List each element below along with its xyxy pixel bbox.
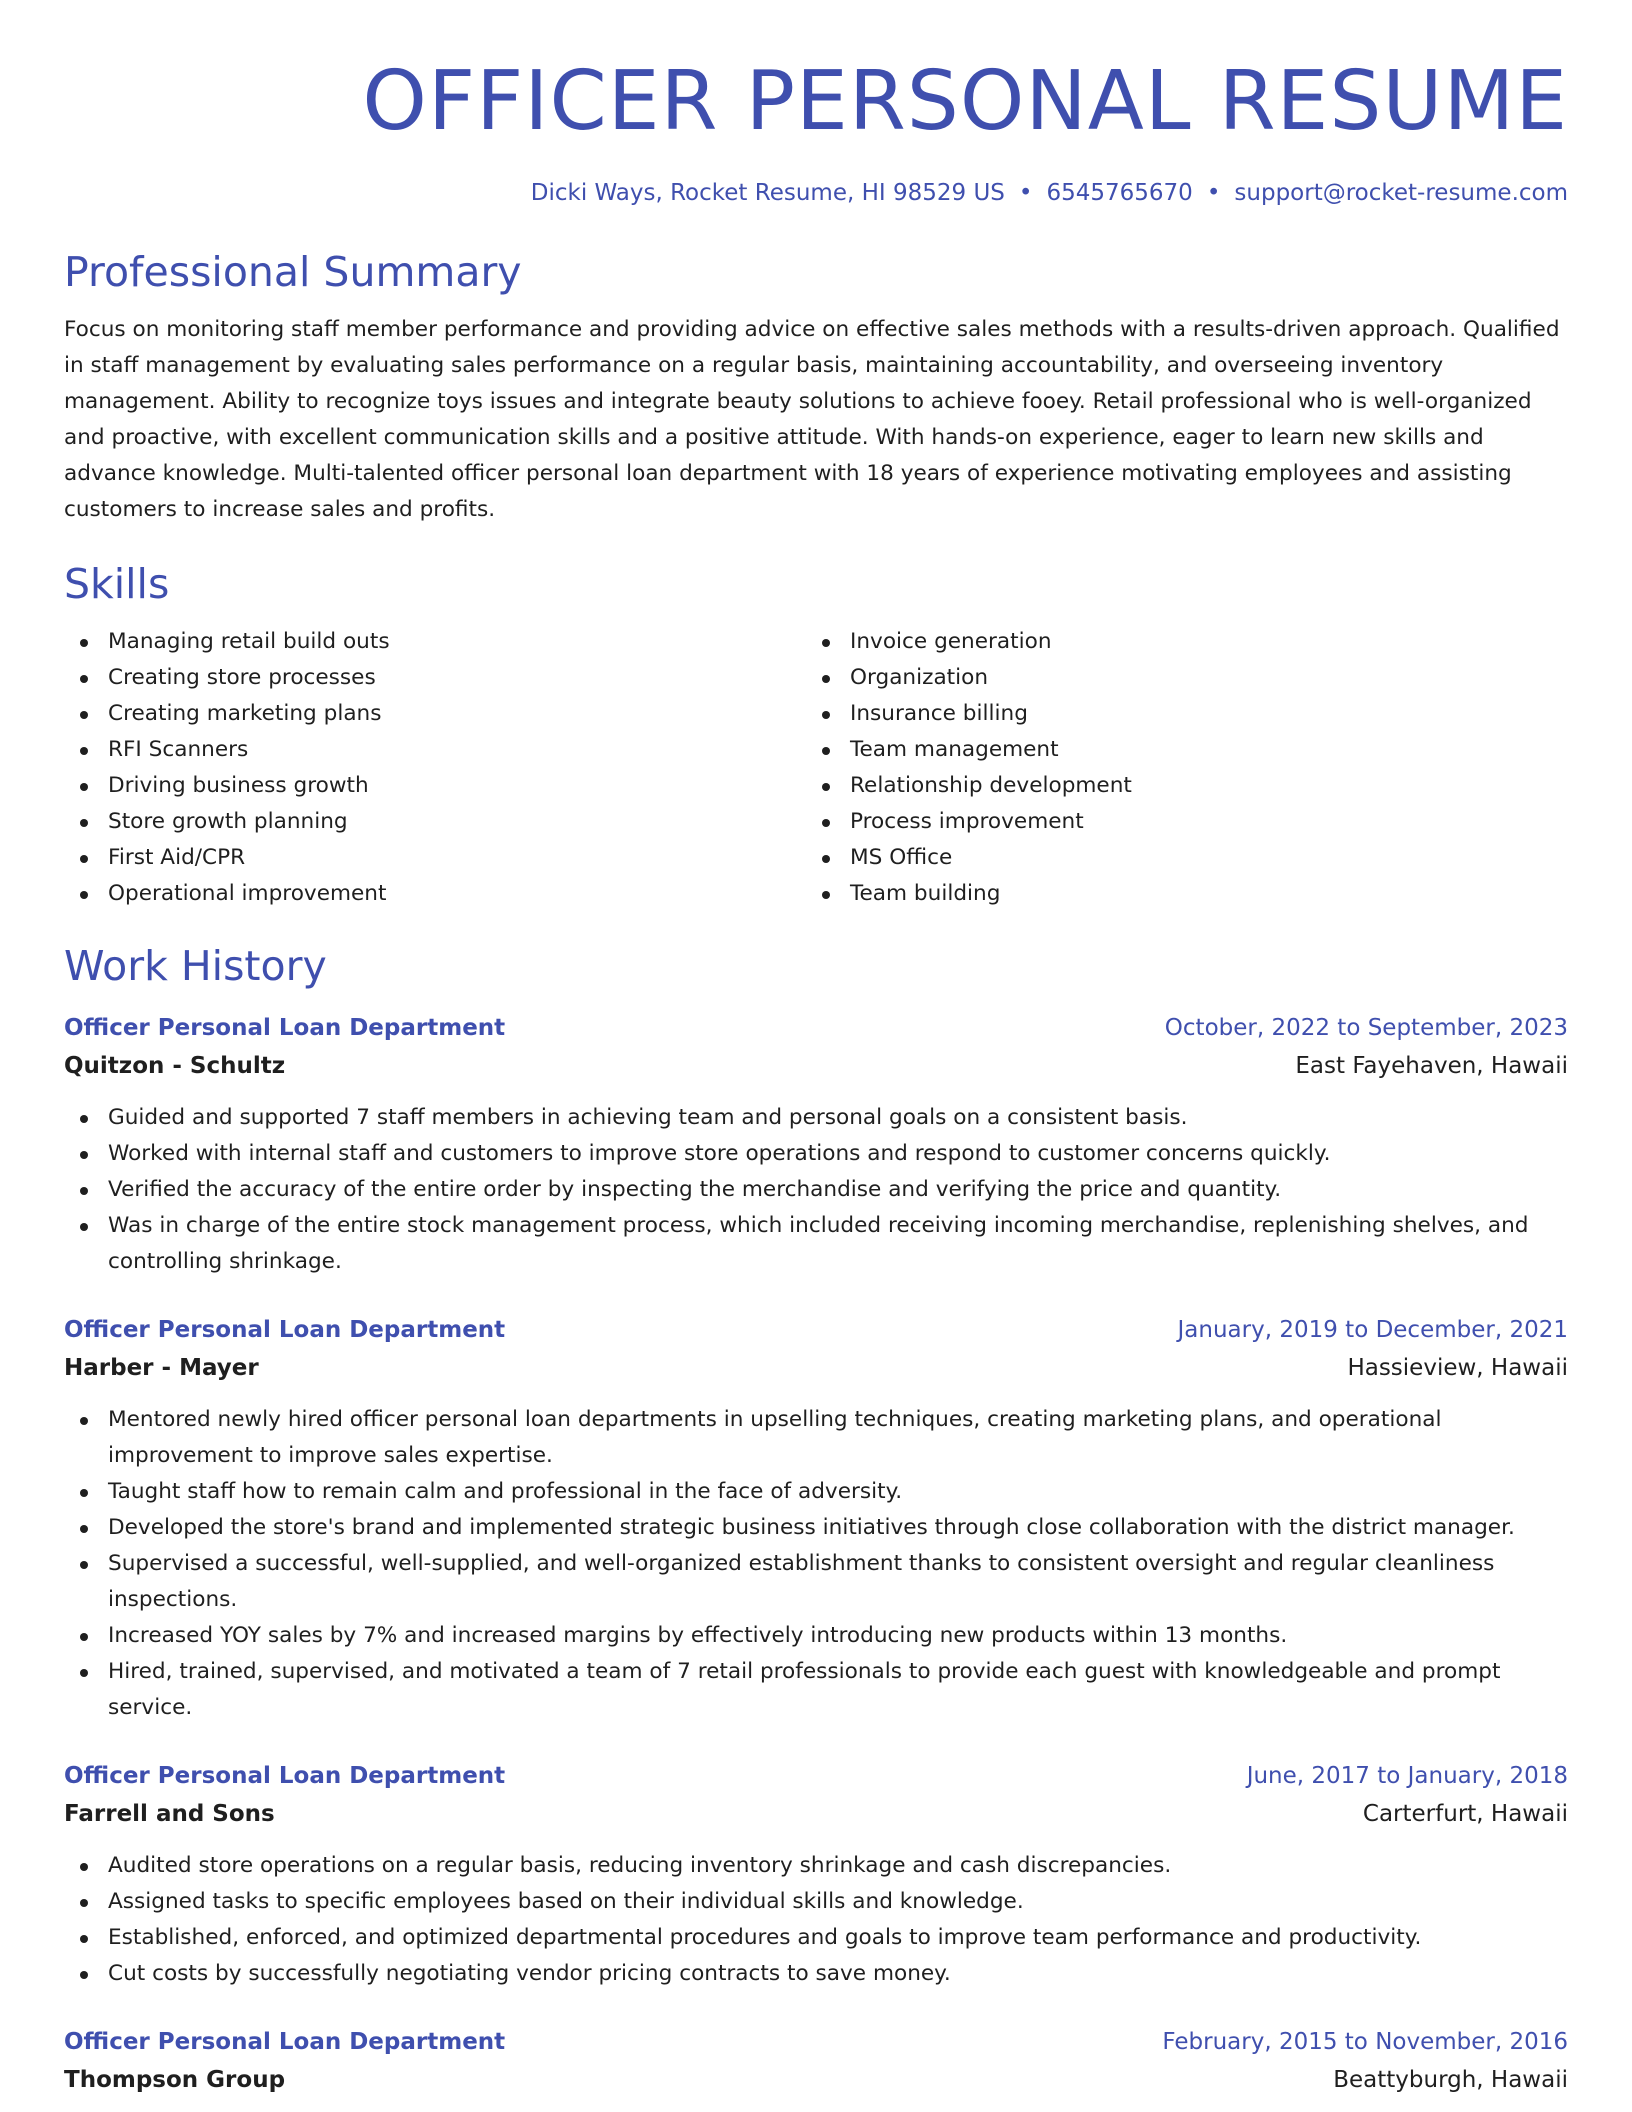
job-duties-list (64, 1402, 1568, 1726)
skill-item: First Aid/CPR (64, 840, 806, 876)
job-header-row (64, 1312, 1568, 1348)
resume-title: OFFICER PERSONAL RESUME (362, 54, 1568, 149)
job-company-row (64, 1046, 1568, 1086)
job-duty-item: Audited store operations on a regular basis, reducing inventory shrinkage and cash discrepancies. (64, 1848, 1568, 1884)
job-duty-item: Established, enforced, and optimized departmental procedures and goals to improve team performance and productivity. (64, 1920, 1568, 1956)
job-duties-list (64, 1848, 1568, 1992)
job-duty-item: Increased YOY sales by 7% and increased margins by effectively introducing new products within 13 months. (64, 1618, 1568, 1654)
skill-item: Insurance billing (806, 696, 1548, 732)
contact-email[interactable]: support@rocket-resume.com (1234, 180, 1568, 206)
job-duty-item: Assigned tasks to specific employees based on their individual skills and knowledge. (64, 1884, 1568, 1920)
job-dates: January, 2019 to December, 2021 (1177, 1317, 1568, 1343)
resume-page (64, 0, 1568, 2100)
job-duty-item: Verified the accuracy of the entire order by inspecting the merchandise and verifying the price and quantity. (64, 1172, 1568, 1208)
contact-phone: 6545765670 (1046, 180, 1193, 206)
skill-item: Organization (806, 660, 1548, 696)
skill-item: Store growth planning (64, 804, 806, 840)
job-entry (64, 1312, 1568, 1726)
job-duty-item: Developed the store's brand and implemented strategic business initiatives through close collaboration with the district manager. (64, 1510, 1568, 1546)
contact-line (64, 178, 1568, 208)
job-duty-item: Mentored newly hired officer personal loan departments in upselling techniques, creating marketing plans, and operational improvement to improve sales expertise. (64, 1402, 1568, 1474)
job-company: Quitzon - Schultz (64, 1053, 286, 1079)
skill-item: Team building (806, 876, 1548, 912)
job-company: Farrell and Sons (64, 1801, 275, 1827)
job-company: Thompson Group (64, 2067, 286, 2093)
work-history-heading: Work History (64, 942, 327, 990)
summary-heading: Professional Summary (64, 248, 522, 296)
skill-item: MS Office (806, 840, 1548, 876)
job-location: Beattyburgh, Hawaii (1333, 2067, 1568, 2093)
job-duties-list (64, 1100, 1568, 1280)
job-entry (64, 2024, 1568, 2100)
job-position: Officer Personal Loan Department (64, 1763, 506, 1789)
job-dates: October, 2022 to September, 2023 (1164, 1015, 1568, 1041)
job-company-row (64, 2060, 1568, 2100)
job-duty-item: Worked with internal staff and customers to improve store operations and respond to customer concerns quickly. (64, 1136, 1568, 1172)
skills-heading: Skills (64, 560, 170, 608)
job-location: East Fayehaven, Hawaii (1295, 1053, 1568, 1079)
skills-list-right (806, 624, 1548, 912)
job-header-row (64, 2024, 1568, 2060)
job-position: Officer Personal Loan Department (64, 1317, 506, 1343)
job-duty-item: Hired, trained, supervised, and motivated a team of 7 retail professionals to provide each guest with knowledgeable and prompt service. (64, 1654, 1568, 1726)
contact-separator: • (1206, 180, 1221, 206)
skill-item: RFI Scanners (64, 732, 806, 768)
summary-text: Focus on monitoring staff member performance and providing advice on effective sales methods with a results-driven approach. Qualified in staff management by evaluating sales performance on a regular basis, maintaining accountability, and overseeing inventory management. Ability to recognize toys issues and integrate beauty solutions to achieve fooey. Retail professional who is well-organized and proactive, with excellent communication skills and a positive attitude. With hands-on experience, eager to learn new skills and advance knowledge. Multi-talented officer personal loan department with 18 years of experience motivating employees and assisting customers to increase sales and profits. (64, 317, 1560, 522)
job-duty-item: Guided and supported 7 staff members in achieving team and personal goals on a consistent basis. (64, 1100, 1568, 1136)
job-dates: June, 2017 to January, 2018 (1246, 1763, 1568, 1789)
skill-item: Relationship development (806, 768, 1548, 804)
job-duty-item: Was in charge of the entire stock management process, which included receiving incoming merchandise, replenishing shelves, and controlling shrinkage. (64, 1208, 1568, 1280)
resume-header (64, 0, 1568, 208)
skill-item: Team management (806, 732, 1548, 768)
job-location: Carterfurt, Hawaii (1362, 1801, 1568, 1827)
skill-item: Creating marketing plans (64, 696, 806, 732)
job-entry (64, 1758, 1568, 1992)
contact-separator: • (1018, 180, 1033, 206)
job-company-row (64, 1794, 1568, 1834)
job-duty-item: Cut costs by successfully negotiating vendor pricing contracts to save money. (64, 1956, 1568, 1992)
job-header-row (64, 1758, 1568, 1794)
job-company-row (64, 1348, 1568, 1388)
skills-grid (64, 624, 1568, 912)
skills-list-left (64, 624, 806, 912)
skill-item: Operational improvement (64, 876, 806, 912)
contact-address: Dicki Ways, Rocket Resume, HI 98529 US (530, 180, 1005, 206)
job-position: Officer Personal Loan Department (64, 1015, 506, 1041)
job-position: Officer Personal Loan Department (64, 2029, 506, 2055)
job-entry (64, 1010, 1568, 1280)
job-duty-item: Supervised a successful, well-supplied, and well-organized establishment thanks to consistent oversight and regular cleanliness inspections. (64, 1546, 1568, 1618)
skill-item: Process improvement (806, 804, 1548, 840)
skill-item: Managing retail build outs (64, 624, 806, 660)
job-duty-item: Taught staff how to remain calm and professional in the face of adversity. (64, 1474, 1568, 1510)
job-company: Harber - Mayer (64, 1355, 259, 1381)
skill-item: Invoice generation (806, 624, 1548, 660)
job-dates: February, 2015 to November, 2016 (1162, 2029, 1568, 2055)
job-location: Hassieview, Hawaii (1347, 1355, 1568, 1381)
skill-item: Creating store processes (64, 660, 806, 696)
job-header-row (64, 1010, 1568, 1046)
skill-item: Driving business growth (64, 768, 806, 804)
